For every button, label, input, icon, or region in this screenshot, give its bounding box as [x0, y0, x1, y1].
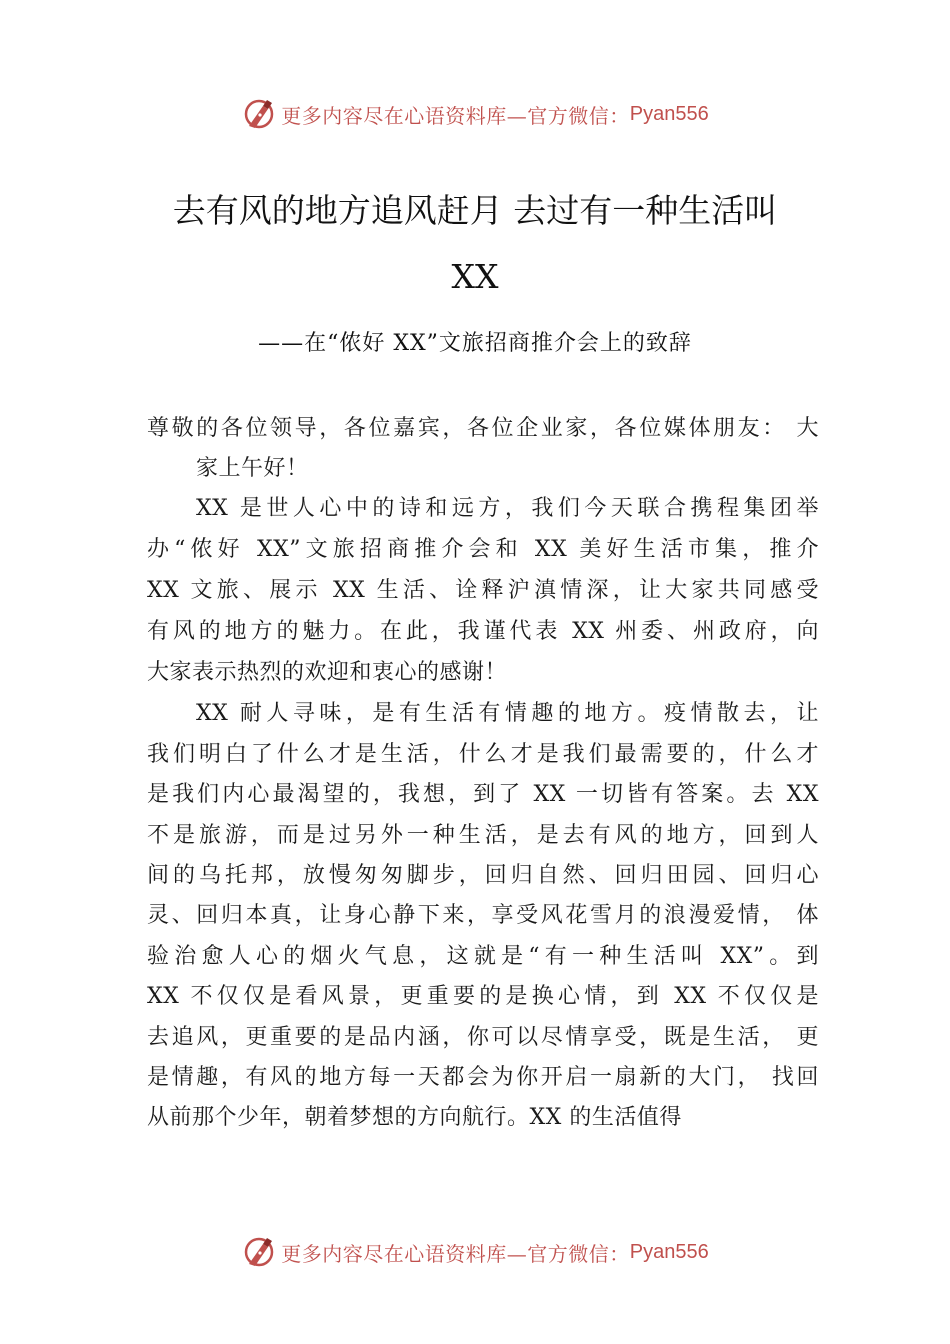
banner-wechat-id: Pyan556	[629, 1240, 709, 1263]
body-line: XX 文旅、展示 XX 生活、诠释沪滇情深，让大家共同感受	[147, 578, 819, 603]
footer-banner	[0, 1232, 950, 1272]
body-line: 是我们内心最渴望的，我想，到了 XX 一切皆有答案。去 XX	[147, 782, 819, 807]
banner-wechat-id: Pyan556	[629, 102, 709, 125]
body-line: 大家表示热烈的欢迎和衷心的感谢！	[147, 660, 508, 685]
body-line: XX 不仅仅是看风景，更重要的是换心情，到 XX 不仅仅是	[147, 984, 819, 1009]
pen-nib-logo-icon	[241, 1234, 277, 1270]
body-line: 灵、回归本真，让身心静下来，享受风花雪月的浪漫爱情， 体	[147, 903, 819, 928]
body-line: XX 耐人寻味，是有生活有情趣的地方。疫情散去，让	[196, 701, 819, 726]
pen-nib-logo-icon	[241, 96, 277, 132]
body-line: XX 是世人心中的诗和远方，我们今天联合携程集团举	[196, 496, 819, 521]
body-line: 家上午好！	[196, 456, 309, 481]
body-line: 尊敬的各位领导，各位嘉宾，各位企业家，各位媒体朋友： 大	[147, 416, 819, 441]
body-line: 验治愈人心的烟火气息，这就是“有一种生活叫 XX”。到	[147, 944, 819, 969]
page-subtitle: ——在“侬好 XX”文旅招商推介会上的致辞	[258, 331, 692, 356]
body-line: 不是旅游，而是过另外一种生活，是去有风的地方，回到人	[147, 823, 819, 848]
body-line: 是情趣，有风的地方每一天都会为你开启一扇新的大门， 找回	[147, 1065, 819, 1090]
page-title-line-2: XX	[451, 257, 499, 296]
body-line: 从前那个少年，朝着梦想的方向航行。XX 的生活值得	[147, 1105, 682, 1130]
banner-text: 更多内容尽在心语资料库—官方微信：	[281, 1241, 630, 1266]
header-banner	[0, 94, 950, 134]
body-line: 我们明白了什么才是生活，什么才是我们最需要的，什么才	[147, 742, 819, 767]
body-line: 办“侬好 XX”文旅招商推介会和 XX 美好生活市集，推介	[147, 537, 819, 562]
page-title-line-1: 去有风的地方追风赶月 去过有一种生活叫	[172, 191, 778, 230]
body-line: 有风的地方的魅力。在此，我谨代表 XX 州委、州政府，向	[147, 619, 819, 644]
banner-text: 更多内容尽在心语资料库—官方微信：	[281, 103, 630, 128]
body-line: 去追风，更重要的是品内涵，你可以尽情享受，既是生活， 更	[147, 1025, 819, 1050]
body-line: 间的乌托邦，放慢匆匆脚步，回归自然、回归田园、回归心	[147, 863, 819, 888]
